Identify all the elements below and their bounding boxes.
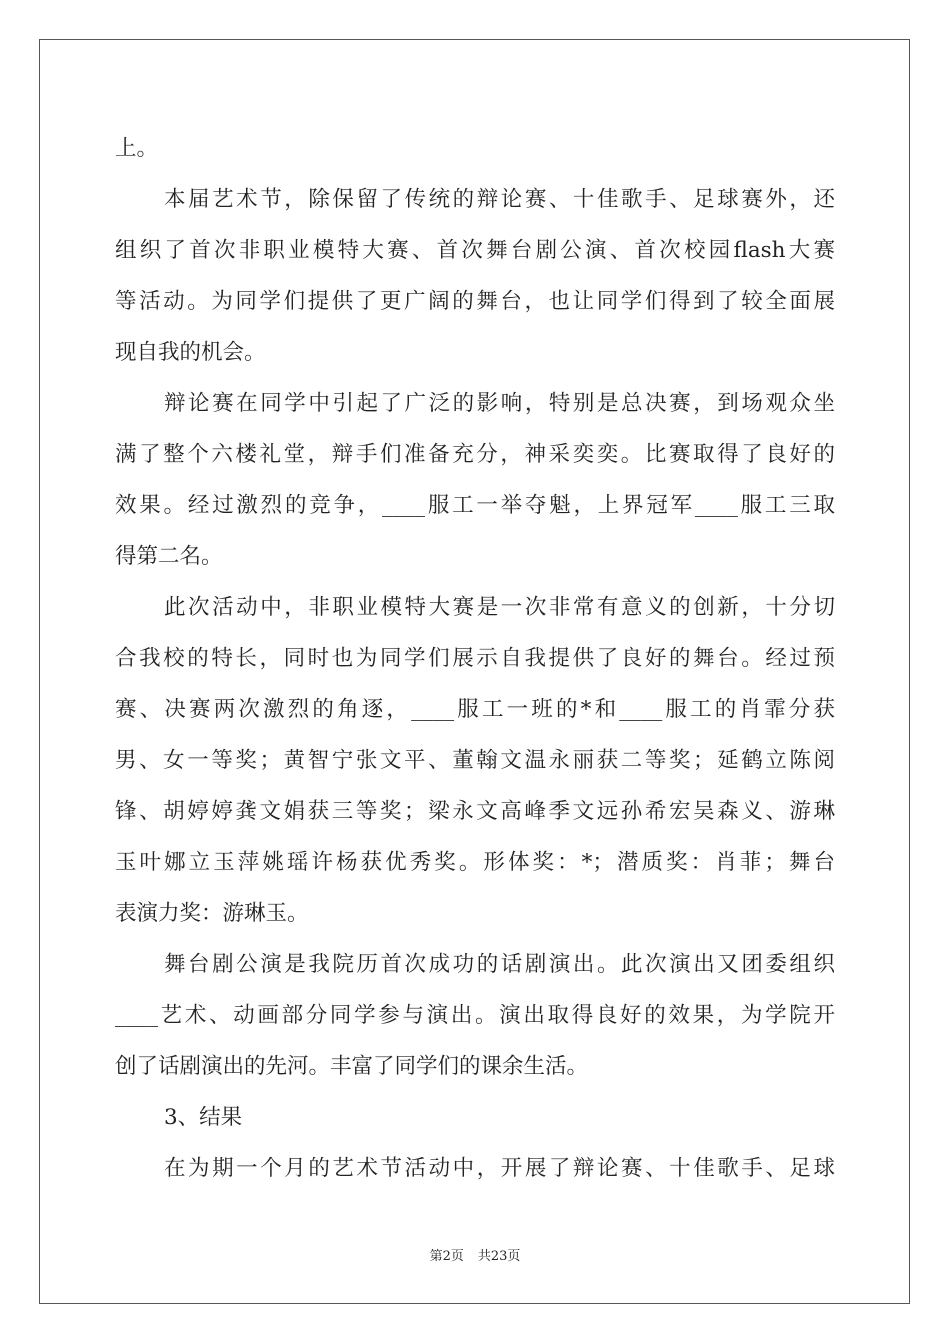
text-line: 等活动。为同学们提供了更广阔的舞台，也让同学们得到了较全面展 bbox=[115, 289, 835, 314]
text-line: 效果。经过激烈的竞争，____服工一举夺魁，上界冠军____服工三取 bbox=[115, 493, 835, 518]
text-line: 辩论赛在同学中引起了广泛的影响，特别是总决赛，到场观众坐 bbox=[164, 391, 835, 416]
text-line: 组织了首次非职业模特大赛、首次舞台剧公演、首次校园flash大赛 bbox=[115, 238, 835, 263]
page-total: 共23页 bbox=[477, 1249, 521, 1264]
document-body bbox=[115, 123, 835, 1194]
text-line: ____艺术、动画部分同学参与演出。演出取得良好的效果，为学院开 bbox=[115, 1003, 835, 1028]
text-line: 赛、决赛两次激烈的角逐，____服工一班的*和____服工的肖霏分获 bbox=[115, 697, 835, 722]
text-line: 合我校的特长，同时也为同学们展示自我提供了良好的舞台。经过预 bbox=[115, 646, 835, 671]
text-line: 上。 bbox=[115, 136, 159, 161]
text-line: 男、女一等奖；黄智宁张文平、董翰文温永丽获二等奖；延鹤立陈阅 bbox=[115, 748, 835, 773]
text-line: 玉叶娜立玉萍姚瑶许杨获优秀奖。形体奖：*；潜质奖：肖菲；舞台 bbox=[115, 850, 835, 875]
text-line: 在为期一个月的艺术节活动中，开展了辩论赛、十佳歌手、足球 bbox=[164, 1156, 835, 1181]
text-line: 满了整个六楼礼堂，辩手们准备充分，神采奕奕。比赛取得了良好的 bbox=[115, 442, 835, 467]
text-line: 锋、胡婷婷龚文娟获三等奖；梁永文高峰季文远孙希宏吴森义、游琳 bbox=[115, 799, 835, 824]
text-line: 此次活动中，非职业模特大赛是一次非常有意义的创新，十分切 bbox=[164, 595, 835, 620]
text-line: 得第二名。 bbox=[115, 544, 223, 569]
text-line: 创了话剧演出的先河。丰富了同学们的课余生活。 bbox=[115, 1054, 589, 1079]
text-line: 现自我的机会。 bbox=[115, 340, 266, 365]
text-line: 本届艺术节，除保留了传统的辩论赛、十佳歌手、足球赛外，还 bbox=[164, 187, 835, 212]
page-footer bbox=[0, 1248, 950, 1266]
section-heading: 3、结果 bbox=[164, 1105, 243, 1130]
page-number: 第2页 bbox=[429, 1249, 464, 1264]
text-line: 舞台剧公演是我院历首次成功的话剧演出。此次演出又团委组织 bbox=[164, 952, 835, 977]
text-line: 表演力奖：游琳玉。 bbox=[115, 901, 309, 926]
